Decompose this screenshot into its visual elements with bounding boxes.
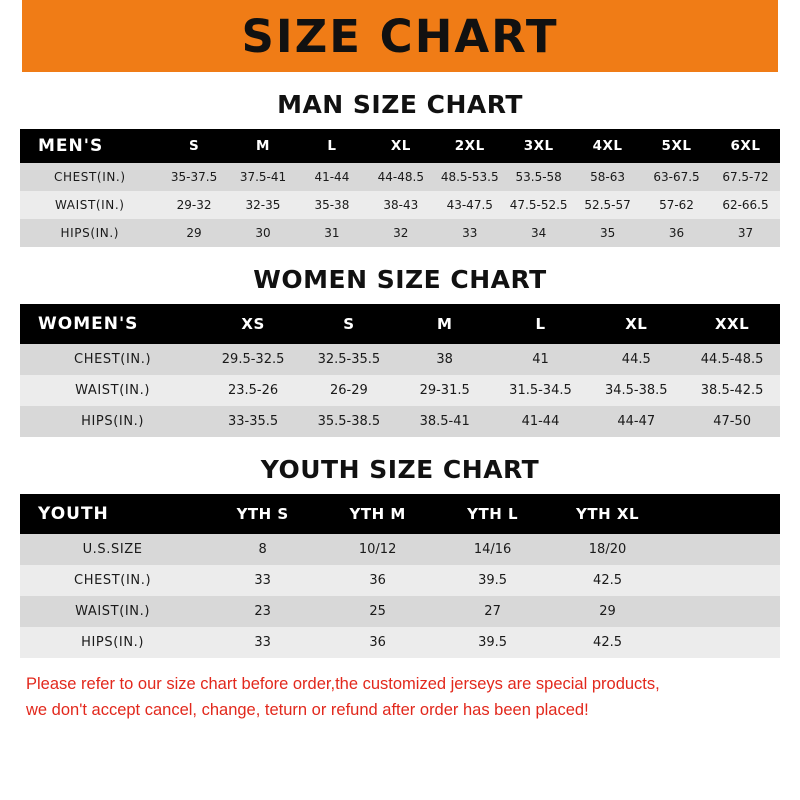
men-row-label-2: HIPS(IN.): [60, 226, 120, 240]
women-cell-2-5: 47-50: [713, 414, 751, 429]
youth-cell-1-4: [665, 565, 780, 596]
men-col-header-8: 6XL: [730, 138, 761, 154]
table-row: [20, 344, 780, 375]
men-cell-1-5: 47.5-52.5: [509, 198, 568, 212]
women-cell-1-1: 26-29: [329, 383, 368, 398]
men-cell-1-2: 35-38: [314, 198, 350, 212]
footer-note-line-1: Please refer to our size chart before order,the customized jerseys are special products,: [26, 675, 660, 693]
women-col-header-3: L: [535, 315, 546, 333]
men-cell-1-1: 32-35: [245, 198, 281, 212]
men-cell-0-2: 41-44: [314, 170, 350, 184]
women-col-header-4: XL: [625, 315, 648, 333]
youth-size-table: [20, 494, 780, 658]
men-section-title: MAN SIZE CHART: [277, 90, 523, 119]
youth-cell-2-0: 23: [254, 604, 271, 619]
women-col-header-5: XXL: [714, 315, 750, 333]
table-row: [20, 375, 780, 406]
men-cell-0-1: 37.5-41: [239, 170, 287, 184]
women-cell-1-0: 23.5-26: [227, 383, 279, 398]
men-col-header-2: L: [327, 138, 337, 154]
men-table-body: [20, 163, 780, 247]
women-section-title: WOMEN SIZE CHART: [253, 265, 547, 294]
women-cell-0-4: 44.5: [621, 352, 651, 367]
men-size-table: [20, 129, 780, 247]
men-cell-2-4: 33: [462, 226, 478, 240]
women-cell-1-5: 38.5-42.5: [700, 383, 764, 398]
youth-table-body: [20, 534, 780, 658]
men-cell-2-3: 32: [393, 226, 409, 240]
men-col-header-0: S: [188, 138, 200, 154]
youth-table-head: [20, 494, 780, 534]
youth-cell-2-3: 29: [599, 604, 616, 619]
youth-cell-1-3: 42.5: [593, 573, 622, 588]
youth-col-header-3: YTH XL: [576, 505, 640, 523]
footer-note-line-2: we don't accept cancel, change, teturn or refund after order has been placed!: [26, 700, 589, 719]
women-cell-0-1: 32.5-35.5: [317, 352, 381, 367]
youth-row-label-2: WAIST(IN.): [75, 604, 151, 619]
men-cell-1-8: 62-66.5: [722, 198, 769, 212]
women-col-header-2: M: [436, 315, 453, 333]
youth-col-header-0: YTH S: [236, 505, 289, 523]
men-cell-1-4: 43-47.5: [446, 198, 493, 212]
table-row: [20, 534, 780, 565]
men-cell-1-0: 29-32: [176, 198, 212, 212]
content-area: [0, 90, 800, 723]
youth-row-label-0: U.S.SIZE: [82, 542, 143, 557]
men-table-head: [20, 129, 780, 163]
men-cell-1-3: 38-43: [383, 198, 419, 212]
men-col-header-7: 5XL: [661, 138, 692, 154]
youth-row-label-3: HIPS(IN.): [81, 635, 145, 650]
youth-cell-3-0: 33: [254, 635, 271, 650]
men-cell-2-5: 34: [531, 226, 547, 240]
table-row: [20, 406, 780, 437]
youth-cell-0-3: 18/20: [588, 542, 627, 557]
men-cell-2-2: 31: [324, 226, 340, 240]
women-header-row: [20, 304, 780, 344]
youth-cell-1-1: 36: [369, 573, 386, 588]
women-cell-2-0: 33-35.5: [227, 414, 279, 429]
table-row: [20, 627, 780, 658]
men-cell-0-8: 67.5-72: [722, 170, 769, 184]
men-cell-2-0: 29: [186, 226, 202, 240]
women-cell-0-3: 41: [532, 352, 549, 367]
table-row: [20, 596, 780, 627]
men-cell-0-5: 53.5-58: [515, 170, 562, 184]
youth-cell-3-1: 36: [369, 635, 386, 650]
youth-cell-1-0: 33: [254, 573, 271, 588]
men-cell-2-1: 30: [255, 226, 271, 240]
men-row-label-0: CHEST(IN.): [53, 170, 126, 184]
youth-cell-0-1: 10/12: [358, 542, 397, 557]
women-cell-1-4: 34.5-38.5: [604, 383, 668, 398]
women-row-label-1: WAIST(IN.): [75, 383, 151, 398]
men-cell-0-6: 58-63: [590, 170, 626, 184]
men-cell-0-7: 63-67.5: [653, 170, 700, 184]
youth-cell-0-2: 14/16: [473, 542, 512, 557]
youth-cell-0-4: [665, 534, 780, 565]
youth-header-row: [20, 494, 780, 534]
women-cell-0-5: 44.5-48.5: [700, 352, 764, 367]
table-row: [20, 219, 780, 247]
men-cell-2-7: 36: [668, 226, 685, 240]
women-row-label-0: CHEST(IN.): [74, 352, 152, 367]
youth-section-title: YOUTH SIZE CHART: [260, 455, 540, 484]
page-title: SIZE CHART: [241, 9, 559, 63]
men-col-header-3: XL: [390, 138, 411, 154]
men-row-label-header: MEN'S: [38, 136, 104, 156]
men-cell-1-6: 52.5-57: [584, 198, 631, 212]
youth-cell-2-2: 27: [484, 604, 501, 619]
women-col-header-0: XS: [241, 315, 265, 333]
men-cell-0-3: 44-48.5: [377, 170, 424, 184]
men-col-header-1: M: [256, 138, 270, 154]
men-cell-0-0: 35-37.5: [170, 170, 218, 184]
youth-cell-2-1: 25: [369, 604, 386, 619]
youth-cell-2-4: [665, 596, 780, 627]
women-cell-1-3: 31.5-34.5: [509, 383, 572, 398]
header-band: [0, 0, 800, 72]
women-cell-2-1: 35.5-38.5: [317, 414, 381, 429]
women-cell-0-0: 29.5-32.5: [221, 352, 285, 367]
men-header-row: [20, 129, 780, 163]
youth-col-header-4: [665, 494, 780, 534]
men-cell-2-6: 35: [599, 226, 616, 240]
youth-col-header-1: YTH M: [349, 505, 406, 523]
women-row-label-header: WOMEN'S: [38, 314, 139, 334]
youth-cell-1-2: 39.5: [478, 573, 508, 588]
footer-note: [20, 672, 780, 723]
women-table-body: [20, 344, 780, 437]
women-cell-2-4: 44-47: [617, 414, 656, 429]
table-row: [20, 565, 780, 596]
women-col-header-1: S: [343, 315, 355, 333]
men-cell-1-7: 57-62: [659, 198, 694, 212]
men-cell-2-8: 37: [737, 226, 754, 240]
women-cell-0-2: 38: [436, 352, 453, 367]
men-cell-0-4: 48.5-53.5: [440, 170, 499, 184]
table-row: [20, 163, 780, 191]
men-col-header-5: 3XL: [523, 138, 554, 154]
men-col-header-6: 4XL: [592, 138, 623, 154]
youth-row-label-header: YOUTH: [38, 504, 109, 524]
women-cell-2-2: 38.5-41: [419, 414, 470, 429]
youth-row-label-1: CHEST(IN.): [74, 573, 152, 588]
women-row-label-2: HIPS(IN.): [81, 414, 145, 429]
youth-col-header-2: YTH L: [467, 505, 519, 523]
youth-cell-3-4: [665, 627, 780, 658]
women-cell-2-3: 41-44: [521, 414, 560, 429]
men-row-label-1: WAIST(IN.): [54, 198, 125, 212]
women-table-head: [20, 304, 780, 344]
men-col-header-4: 2XL: [454, 138, 485, 154]
women-size-table: [20, 304, 780, 437]
table-row: [20, 191, 780, 219]
youth-cell-0-0: 8: [258, 542, 267, 557]
youth-cell-3-3: 42.5: [593, 635, 622, 650]
youth-cell-3-2: 39.5: [478, 635, 508, 650]
women-cell-1-2: 29-31.5: [419, 383, 470, 398]
